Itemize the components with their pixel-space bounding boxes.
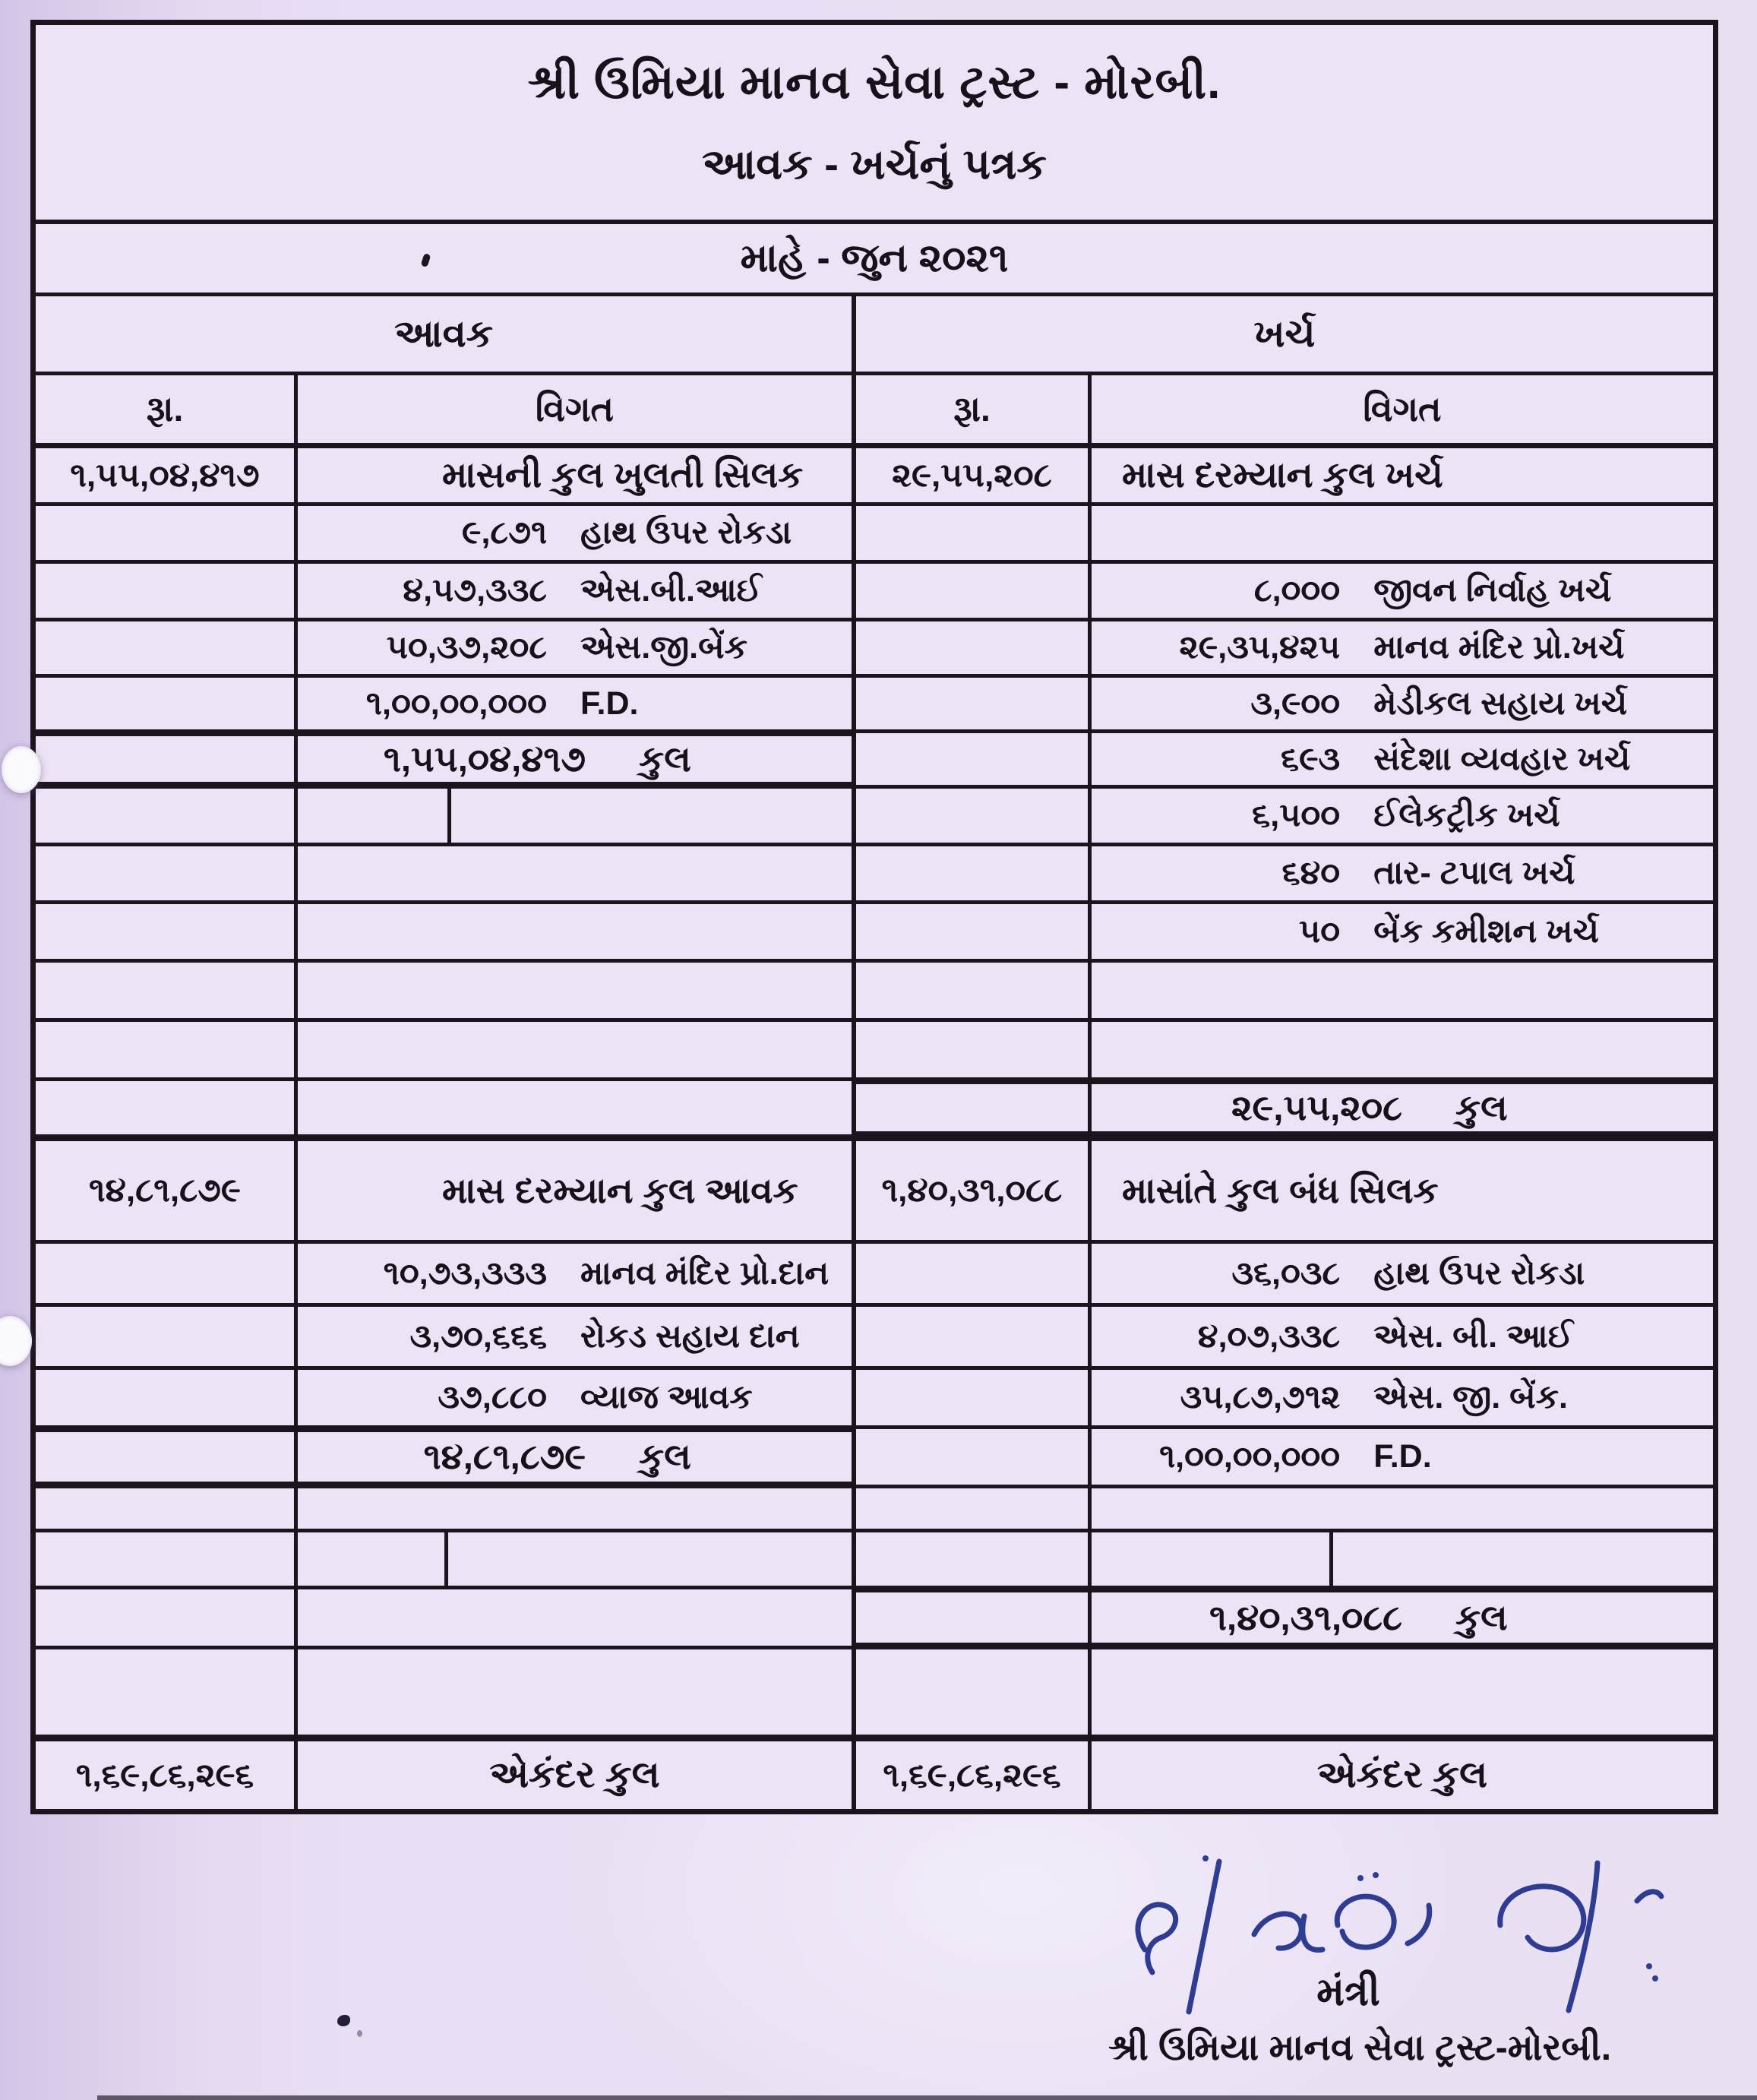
label-text: કુલ [1455, 1086, 1508, 1127]
table-row [36, 1307, 1713, 1370]
signatory-organization: શ્રી ઉમિયા માનવ સેવા ટ્રસ્ટ-મોરબી. [1108, 2028, 1612, 2068]
expense-detail-cell [1092, 1429, 1713, 1485]
income-rupee-cell [36, 1429, 298, 1485]
income-detail-cell [298, 1589, 856, 1646]
expense-detail-cell [1092, 846, 1713, 900]
expense-detail-cell [1092, 1370, 1713, 1425]
income-detail-cell [298, 846, 856, 900]
label-text: એસ.બી.આઈ [580, 572, 762, 609]
income-rupee-cell [36, 1307, 298, 1366]
label-text: એકંદર કુલ [1316, 1754, 1488, 1795]
income-rupee-cell [36, 564, 298, 618]
income-rupee-cell [36, 506, 298, 560]
amount-text: ૫૦ [1299, 912, 1341, 950]
expense-detail-cell [1092, 1244, 1713, 1303]
expense-detail-entry [1092, 685, 1713, 723]
income-detail-cell [298, 1649, 856, 1735]
punch-hole [0, 1316, 32, 1366]
label-text: માસ દરમ્યાન કુલ ખર્ચ [1122, 454, 1443, 495]
table-row [36, 846, 1713, 904]
label-text: હાથ ઉપર રોકડા [580, 514, 792, 551]
income-rupee-cell [36, 1141, 298, 1240]
label-text: કુલ [639, 1436, 691, 1476]
label-text: એસ. બી. આઈ [1373, 1317, 1573, 1355]
income-rupee-cell [36, 1741, 298, 1809]
income-rupee-cell [36, 1022, 298, 1077]
label-text: માસ દરમ્યાન કુલ આવક [442, 1169, 798, 1210]
income-detail-cell [298, 904, 856, 959]
expense-rupee-cell [856, 904, 1092, 959]
expense-rupee-cell [856, 1488, 1092, 1529]
income-rupee-amount: ૧,૬૯,૮૬,૨૯૬ [75, 1756, 254, 1794]
amount-text: ૫૦,૩૭,૨૦૮ [386, 629, 548, 666]
ink-blot [357, 2030, 362, 2037]
income-detail-cell [298, 1370, 856, 1425]
income-rupee-cell [36, 846, 298, 900]
table-row [36, 678, 1713, 733]
label-text: માસાંતે કુલ બંધ સિલક [1122, 1169, 1439, 1210]
title-block [36, 25, 1713, 224]
table-row [36, 963, 1713, 1022]
cell-sub-divider [298, 789, 451, 843]
expense-rupee-cell [856, 1081, 1092, 1134]
income-detail-cell [298, 1741, 856, 1809]
amount-text: ૨૯,૩૫,૪૨૫ [1179, 629, 1341, 666]
label-text: કુલ [1455, 1596, 1508, 1637]
table-row [36, 1081, 1713, 1138]
income-detail-cell [298, 1022, 856, 1077]
income-detail-cell [298, 621, 856, 674]
table-row [36, 1244, 1713, 1307]
label-text: F.D. [1373, 1438, 1432, 1475]
income-rupee-cell [36, 963, 298, 1018]
income-detail-entry [298, 1255, 852, 1292]
expense-rupee-cell [856, 506, 1092, 560]
signature-stroke [1254, 1914, 1322, 1950]
table-row [36, 1738, 1713, 1809]
expense-rupee-cell [856, 1589, 1092, 1646]
trust-title: શ્રી ઉમિયા માનવ સેવા ટ્રસ્ટ - મોરબી. [527, 55, 1221, 109]
expense-rupee-cell [856, 1741, 1092, 1809]
label-text: F.D. [580, 685, 639, 722]
expense-detail-entry [1092, 1086, 1713, 1130]
amount-text: ૯,૮૭૧ [462, 514, 548, 551]
table-row [36, 789, 1713, 846]
amount-text: ૩૬,૦૩૮ [1231, 1254, 1341, 1292]
expense-details-header: વિગત [1363, 388, 1442, 429]
expense-detail-entry [1092, 1255, 1713, 1292]
expense-detail-entry [1092, 1438, 1713, 1475]
label-text: વ્યાજ આવક [580, 1379, 753, 1415]
table-row [36, 733, 1713, 789]
income-detail-entry [298, 1379, 852, 1416]
expense-detail-cell [1092, 904, 1713, 959]
signature-stroke [1408, 1905, 1430, 1943]
statement-subtitle: આવક - ખર્ચનું પત્રક [702, 139, 1047, 188]
amount-text: ૨૯,૫૫,૨૦૮ [1231, 1086, 1402, 1127]
expense-detail-cell [1092, 963, 1713, 1018]
expense-rupee-amount: ૧,૬૯,૮૬,૨૯૬ [883, 1756, 1061, 1794]
income-detail-cell [298, 1532, 856, 1586]
income-detail-cell [298, 1307, 856, 1366]
income-detail-cell [298, 733, 856, 785]
table-row [36, 1022, 1713, 1081]
income-detail-cell [298, 564, 856, 618]
expense-detail-entry [1092, 1754, 1713, 1797]
expense-detail-cell [1092, 1307, 1713, 1366]
expense-rupee-amount: ૨૯,૫૫,૨૦૮ [892, 456, 1052, 494]
amount-text: ૧૦,૭૩,૩૩૩ [383, 1254, 548, 1292]
income-rupees-header: રૂા. [36, 375, 298, 443]
expense-detail-cell [1092, 1649, 1713, 1735]
income-detail-cell [298, 789, 856, 843]
income-rupee-cell [36, 733, 298, 785]
table-row [36, 1138, 1713, 1244]
income-detail-entry [298, 738, 852, 781]
income-detail-entry [298, 1754, 852, 1797]
income-rupee-cell [36, 1532, 298, 1586]
label-text: એકંદર કુલ [489, 1754, 660, 1795]
expense-detail-cell [1092, 506, 1713, 560]
expense-detail-cell [1092, 1532, 1713, 1586]
income-rupee-amount: ૧૪,૮૧,૮૭૯ [89, 1172, 241, 1209]
expense-detail-cell [1092, 564, 1713, 618]
signature-dot [1646, 1963, 1652, 1969]
income-rupee-cell [36, 1081, 298, 1134]
income-detail-entry [298, 685, 852, 723]
income-detail-entry [298, 514, 852, 552]
expense-rupee-cell [856, 1022, 1092, 1077]
amount-text: ૩૭,૮૮૦ [438, 1379, 548, 1415]
expense-detail-cell [1092, 1589, 1713, 1646]
scan-edge [97, 2095, 1757, 2100]
income-section-header: આવક [36, 296, 856, 372]
amount-text: ૩,૯૦૦ [1250, 685, 1341, 722]
amount-text: ૬૪૦ [1281, 855, 1341, 891]
income-detail-cell [298, 448, 856, 502]
expense-detail-entry [1092, 797, 1713, 834]
expense-rupee-cell [856, 733, 1092, 785]
income-detail-entry [298, 1318, 852, 1355]
signature-dot [1373, 1872, 1379, 1878]
expense-rupee-cell [856, 621, 1092, 674]
expense-rupee-cell [856, 1141, 1092, 1240]
table-row [36, 904, 1713, 963]
expense-detail-cell [1092, 1022, 1713, 1077]
table-row [36, 1429, 1713, 1488]
amount-text: ૧,૦૦,૦૦,૦૦૦ [1159, 1438, 1341, 1475]
label-text: બેંક કમીશન ખર્ચ [1373, 912, 1599, 950]
expense-detail-cell [1092, 1488, 1713, 1529]
label-text: માનવ મંદિર પ્રો.દાન [580, 1254, 830, 1292]
table-row [36, 1589, 1713, 1649]
income-rupee-cell [36, 678, 298, 729]
signature-dot [1202, 1855, 1209, 1861]
income-detail-cell [298, 1081, 856, 1134]
income-detail-cell [298, 1141, 856, 1240]
income-detail-cell [298, 678, 856, 729]
amount-text: ૧,૦૦,૦૦,૦૦૦ [365, 685, 548, 722]
table-row [36, 564, 1713, 621]
amount-text: ૩૫,૮૭,૭૧૨ [1180, 1379, 1341, 1415]
label-text: સંદેશા વ્યવહાર ખર્ચ [1373, 740, 1631, 777]
income-detail-entry [298, 454, 852, 497]
amount-text: ૧,૫૫,૦૪,૪૧૭ [383, 738, 586, 779]
label-text: કુલ [639, 738, 691, 779]
expense-rupee-cell [856, 846, 1092, 900]
ink-blot [337, 2015, 350, 2026]
income-detail-cell [298, 1429, 856, 1485]
table-row [36, 1532, 1713, 1589]
expense-detail-cell [1092, 789, 1713, 843]
income-rupee-cell [36, 904, 298, 959]
expense-detail-entry [1092, 1169, 1713, 1213]
income-detail-entry [298, 629, 852, 666]
column-header-row [36, 375, 1713, 448]
expense-detail-cell [1092, 448, 1713, 502]
label-text: માનવ મંદિર પ્રો.ખર્ચ [1373, 629, 1625, 666]
expense-detail-entry [1092, 572, 1713, 609]
signature-stroke [1138, 1905, 1176, 1972]
amount-text: ૪,૫૭,૩૩૮ [403, 572, 548, 609]
signature-stroke [1637, 1892, 1661, 1901]
expense-detail-cell [1092, 621, 1713, 674]
expense-detail-cell [1092, 733, 1713, 785]
income-detail-entry [298, 572, 852, 609]
label-text: મેડીકલ સહાય ખર્ચ [1373, 685, 1628, 722]
table-row [36, 448, 1713, 506]
income-detail-cell [298, 506, 856, 560]
signature-dot [1357, 1875, 1364, 1881]
income-rupee-cell [36, 789, 298, 843]
expense-rupee-cell [856, 678, 1092, 729]
cell-sub-divider [298, 1532, 448, 1586]
expense-rupee-cell [856, 789, 1092, 843]
expense-detail-entry [1092, 454, 1713, 497]
expense-rupee-cell [856, 1429, 1092, 1485]
amount-text: ૧,૪૦,૩૧,૦૮૮ [1209, 1596, 1402, 1637]
expense-section-header: ખર્ચ [1253, 312, 1316, 355]
amount-text: ૪,૦૭,૩૩૮ [1197, 1317, 1341, 1355]
expense-detail-entry [1092, 1318, 1713, 1355]
income-expense-table [30, 20, 1718, 1814]
table-row [36, 1370, 1713, 1429]
income-detail-cell [298, 1244, 856, 1303]
income-rupee-cell [36, 1649, 298, 1735]
expense-detail-cell [1092, 678, 1713, 729]
signature-dot [1652, 1975, 1658, 1981]
section-header-row [36, 296, 1713, 375]
signature-stroke [1569, 1863, 1597, 2010]
expense-rupee-amount: ૧,૪૦,૩૧,૦૮૮ [881, 1172, 1063, 1209]
expense-detail-entry [1092, 1379, 1713, 1416]
expense-rupee-cell [856, 1307, 1092, 1366]
expense-rupee-cell [856, 1244, 1092, 1303]
amount-text: ૬૯૩ [1281, 740, 1341, 777]
amount-text: ૬,૫૦૦ [1252, 797, 1341, 833]
income-rupee-cell [36, 1370, 298, 1425]
expense-detail-entry [1092, 855, 1713, 892]
income-rupee-cell [36, 448, 298, 502]
signature-stroke [1337, 1896, 1394, 1947]
income-detail-cell [298, 1488, 856, 1529]
expense-rupee-cell [856, 448, 1092, 502]
label-text: તાર- ટપાલ ખર્ચ [1373, 855, 1575, 891]
table-row [36, 506, 1713, 564]
label-text: એસ.જી.બેંક [580, 629, 748, 666]
income-rupee-cell [36, 621, 298, 674]
label-text: જીવન નિર્વાહ ખર્ચ [1373, 572, 1612, 609]
income-detail-entry [298, 1435, 852, 1479]
expense-detail-entry [1092, 1596, 1713, 1640]
signature-stroke [1500, 1887, 1584, 1950]
signature-stroke [1189, 1861, 1219, 2012]
income-rupee-cell [36, 1244, 298, 1303]
label-text: માસની કુલ ખુલતી સિલક [442, 454, 804, 495]
expense-rupee-cell [856, 564, 1092, 618]
label-text: રોકડ સહાય દાન [580, 1317, 800, 1355]
signatory-designation: મંત્રી [1316, 1970, 1380, 2014]
cell-sub-divider [1092, 1532, 1333, 1586]
expense-detail-cell [1092, 1741, 1713, 1809]
amount-text: ૧૪,૮૧,૮૭૯ [423, 1436, 586, 1476]
income-rupee-amount: ૧,૫૫,૦૪,૪૧૭ [70, 456, 260, 494]
amount-text: ૩,૭૦,૬૬૬ [409, 1317, 548, 1355]
expense-detail-cell [1092, 1081, 1713, 1134]
income-detail-entry [298, 1169, 852, 1213]
label-text: હાથ ઉપર રોકડા [1373, 1254, 1585, 1292]
expense-rupee-cell [856, 1370, 1092, 1425]
amount-text: ૮,૦૦૦ [1253, 572, 1341, 609]
table-row [36, 1488, 1713, 1532]
expense-detail-entry [1092, 741, 1713, 778]
expense-detail-cell [1092, 1141, 1713, 1240]
income-details-header: વિગત [298, 375, 856, 443]
table-row [36, 1649, 1713, 1738]
expense-rupee-cell [856, 1532, 1092, 1586]
expense-rupee-cell [856, 1649, 1092, 1735]
expense-detail-entry [1092, 629, 1713, 666]
income-rupee-cell [36, 1589, 298, 1646]
expense-rupees-header: રૂા. [856, 375, 1092, 443]
income-rupee-cell [36, 1488, 298, 1529]
label-text: એસ. જી. બેંક. [1373, 1379, 1569, 1415]
expense-rupee-cell [856, 963, 1092, 1018]
month-label: માહે - જુન ૨૦૨૧ [740, 236, 1009, 280]
punch-hole [2, 746, 41, 793]
income-detail-cell [298, 963, 856, 1018]
expense-detail-entry [1092, 913, 1713, 950]
month-row [36, 224, 1713, 296]
table-row [36, 621, 1713, 678]
label-text: ઈલેકટ્રીક ખર્ચ [1373, 797, 1560, 833]
